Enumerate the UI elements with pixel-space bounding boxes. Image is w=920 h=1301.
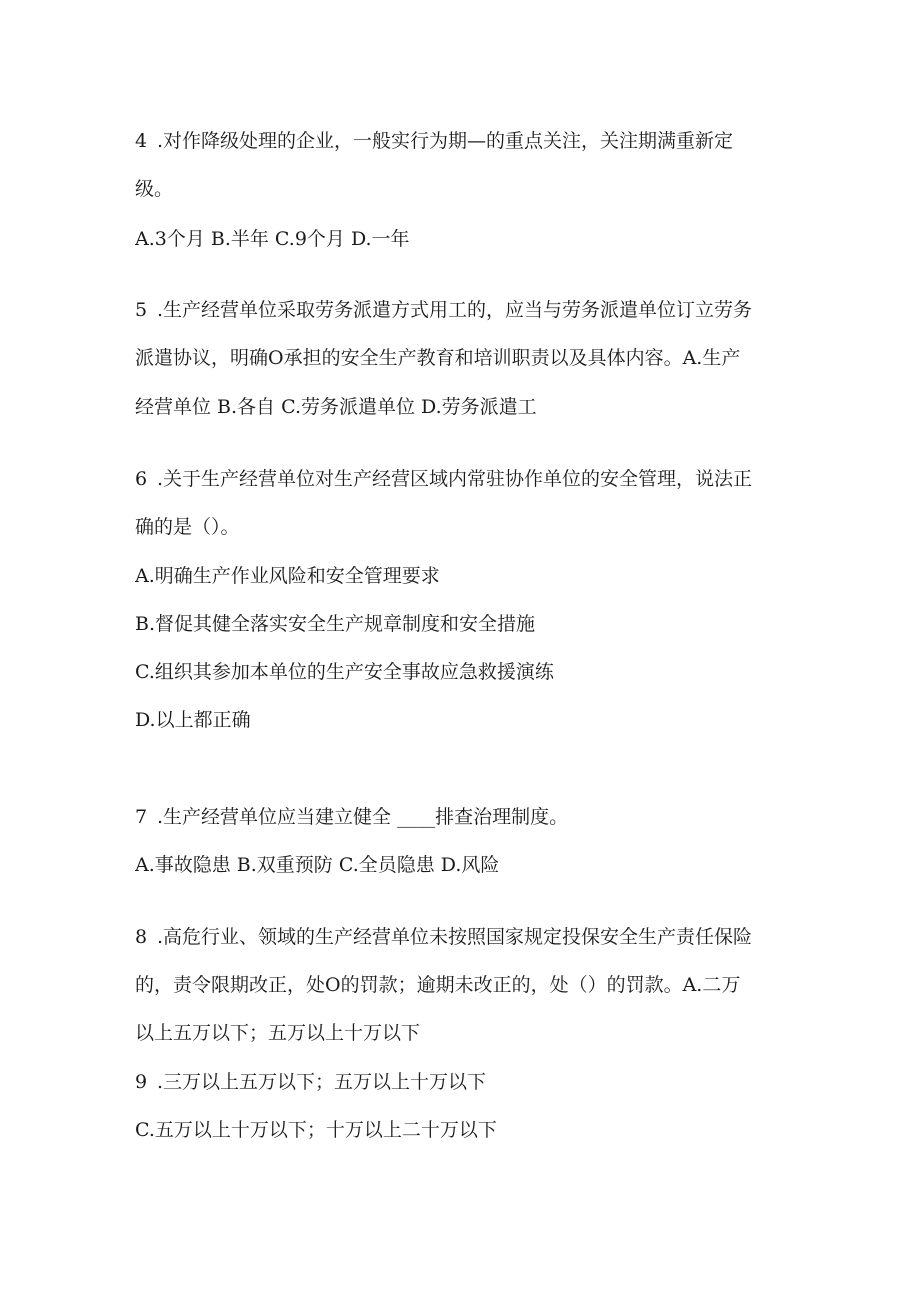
question-text: .高危行业、领域的生产经营单位未按照国家规定投保安全生产责任保险 xyxy=(157,926,753,948)
answer-option: C.五万以上十万以下；十万以上二十万以下 xyxy=(135,1119,497,1141)
question-6-option-b xyxy=(135,612,795,636)
question-5-line-3 xyxy=(135,395,795,419)
question-4-line-1 xyxy=(135,129,795,153)
question-text: .对作降级处理的企业，一般实行为期—的重点关注，关注期满重新定 xyxy=(157,130,734,152)
question-9-line-1 xyxy=(135,1070,795,1094)
answer-option: A.明确生产作业风险和安全管理要求 xyxy=(135,565,440,587)
question-text: 级。 xyxy=(135,178,174,200)
question-6-line-1 xyxy=(135,467,795,491)
question-number: 8 xyxy=(135,926,148,948)
question-8-line-2 xyxy=(135,973,795,997)
question-number: 4 xyxy=(135,130,148,152)
question-6-option-c xyxy=(135,660,795,684)
question-7-options xyxy=(135,853,795,877)
question-4-options xyxy=(135,227,795,251)
question-6-line-2 xyxy=(135,515,795,539)
question-text: .关于生产经营单位对生产经营区域内常驻协作单位的安全管理，说法正 xyxy=(157,468,753,490)
question-8-line-3 xyxy=(135,1021,795,1045)
answer-option: B.督促其健全落实安全生产规章制度和安全措施 xyxy=(135,613,536,635)
question-8-line-1 xyxy=(135,925,795,949)
answer-option: C.组织其参加本单位的生产安全事故应急救援演练 xyxy=(135,661,554,683)
question-number: 6 xyxy=(135,468,148,490)
question-4-line-2 xyxy=(135,177,795,201)
answer-options: A.3个月 B.半年 C.9个月 D.一年 xyxy=(135,228,410,250)
question-text: 以上五万以下；五万以上十万以下 xyxy=(135,1022,421,1044)
question-7-line-1 xyxy=(135,805,795,829)
question-number: 9 xyxy=(135,1071,148,1093)
answer-option: D.以上都正确 xyxy=(135,709,251,731)
question-number: 7 xyxy=(135,806,148,828)
question-5-line-1 xyxy=(135,298,795,322)
question-text: 确的是（）。 xyxy=(135,516,240,538)
question-text: .生产经营单位采取劳务派遣方式用工的，应当与劳务派遣单位订立劳务 xyxy=(157,299,753,321)
question-number: 5 xyxy=(135,299,148,321)
question-text: 经营单位 B.各自 C.劳务派遣单位 D.劳务派遣工 xyxy=(135,396,537,418)
question-text: 派遣协议，明确O承担的安全生产教育和培训职责以及具体内容。A.生产 xyxy=(135,347,741,369)
question-5-line-2 xyxy=(135,346,795,370)
question-text: .生产经营单位应当建立健全 ____排查治理制度。 xyxy=(157,806,569,828)
question-9-option-c xyxy=(135,1118,795,1142)
question-text: 的，责令限期改正，处O的罚款；逾期未改正的，处（）的罚款。A.二万 xyxy=(135,974,741,996)
answer-options: A.事故隐患 B.双重预防 C.全员隐患 D.风险 xyxy=(135,854,500,876)
question-text: .三万以上五万以下；五万以上十万以下 xyxy=(157,1071,487,1093)
question-6-option-d xyxy=(135,708,795,732)
question-6-option-a xyxy=(135,564,795,588)
